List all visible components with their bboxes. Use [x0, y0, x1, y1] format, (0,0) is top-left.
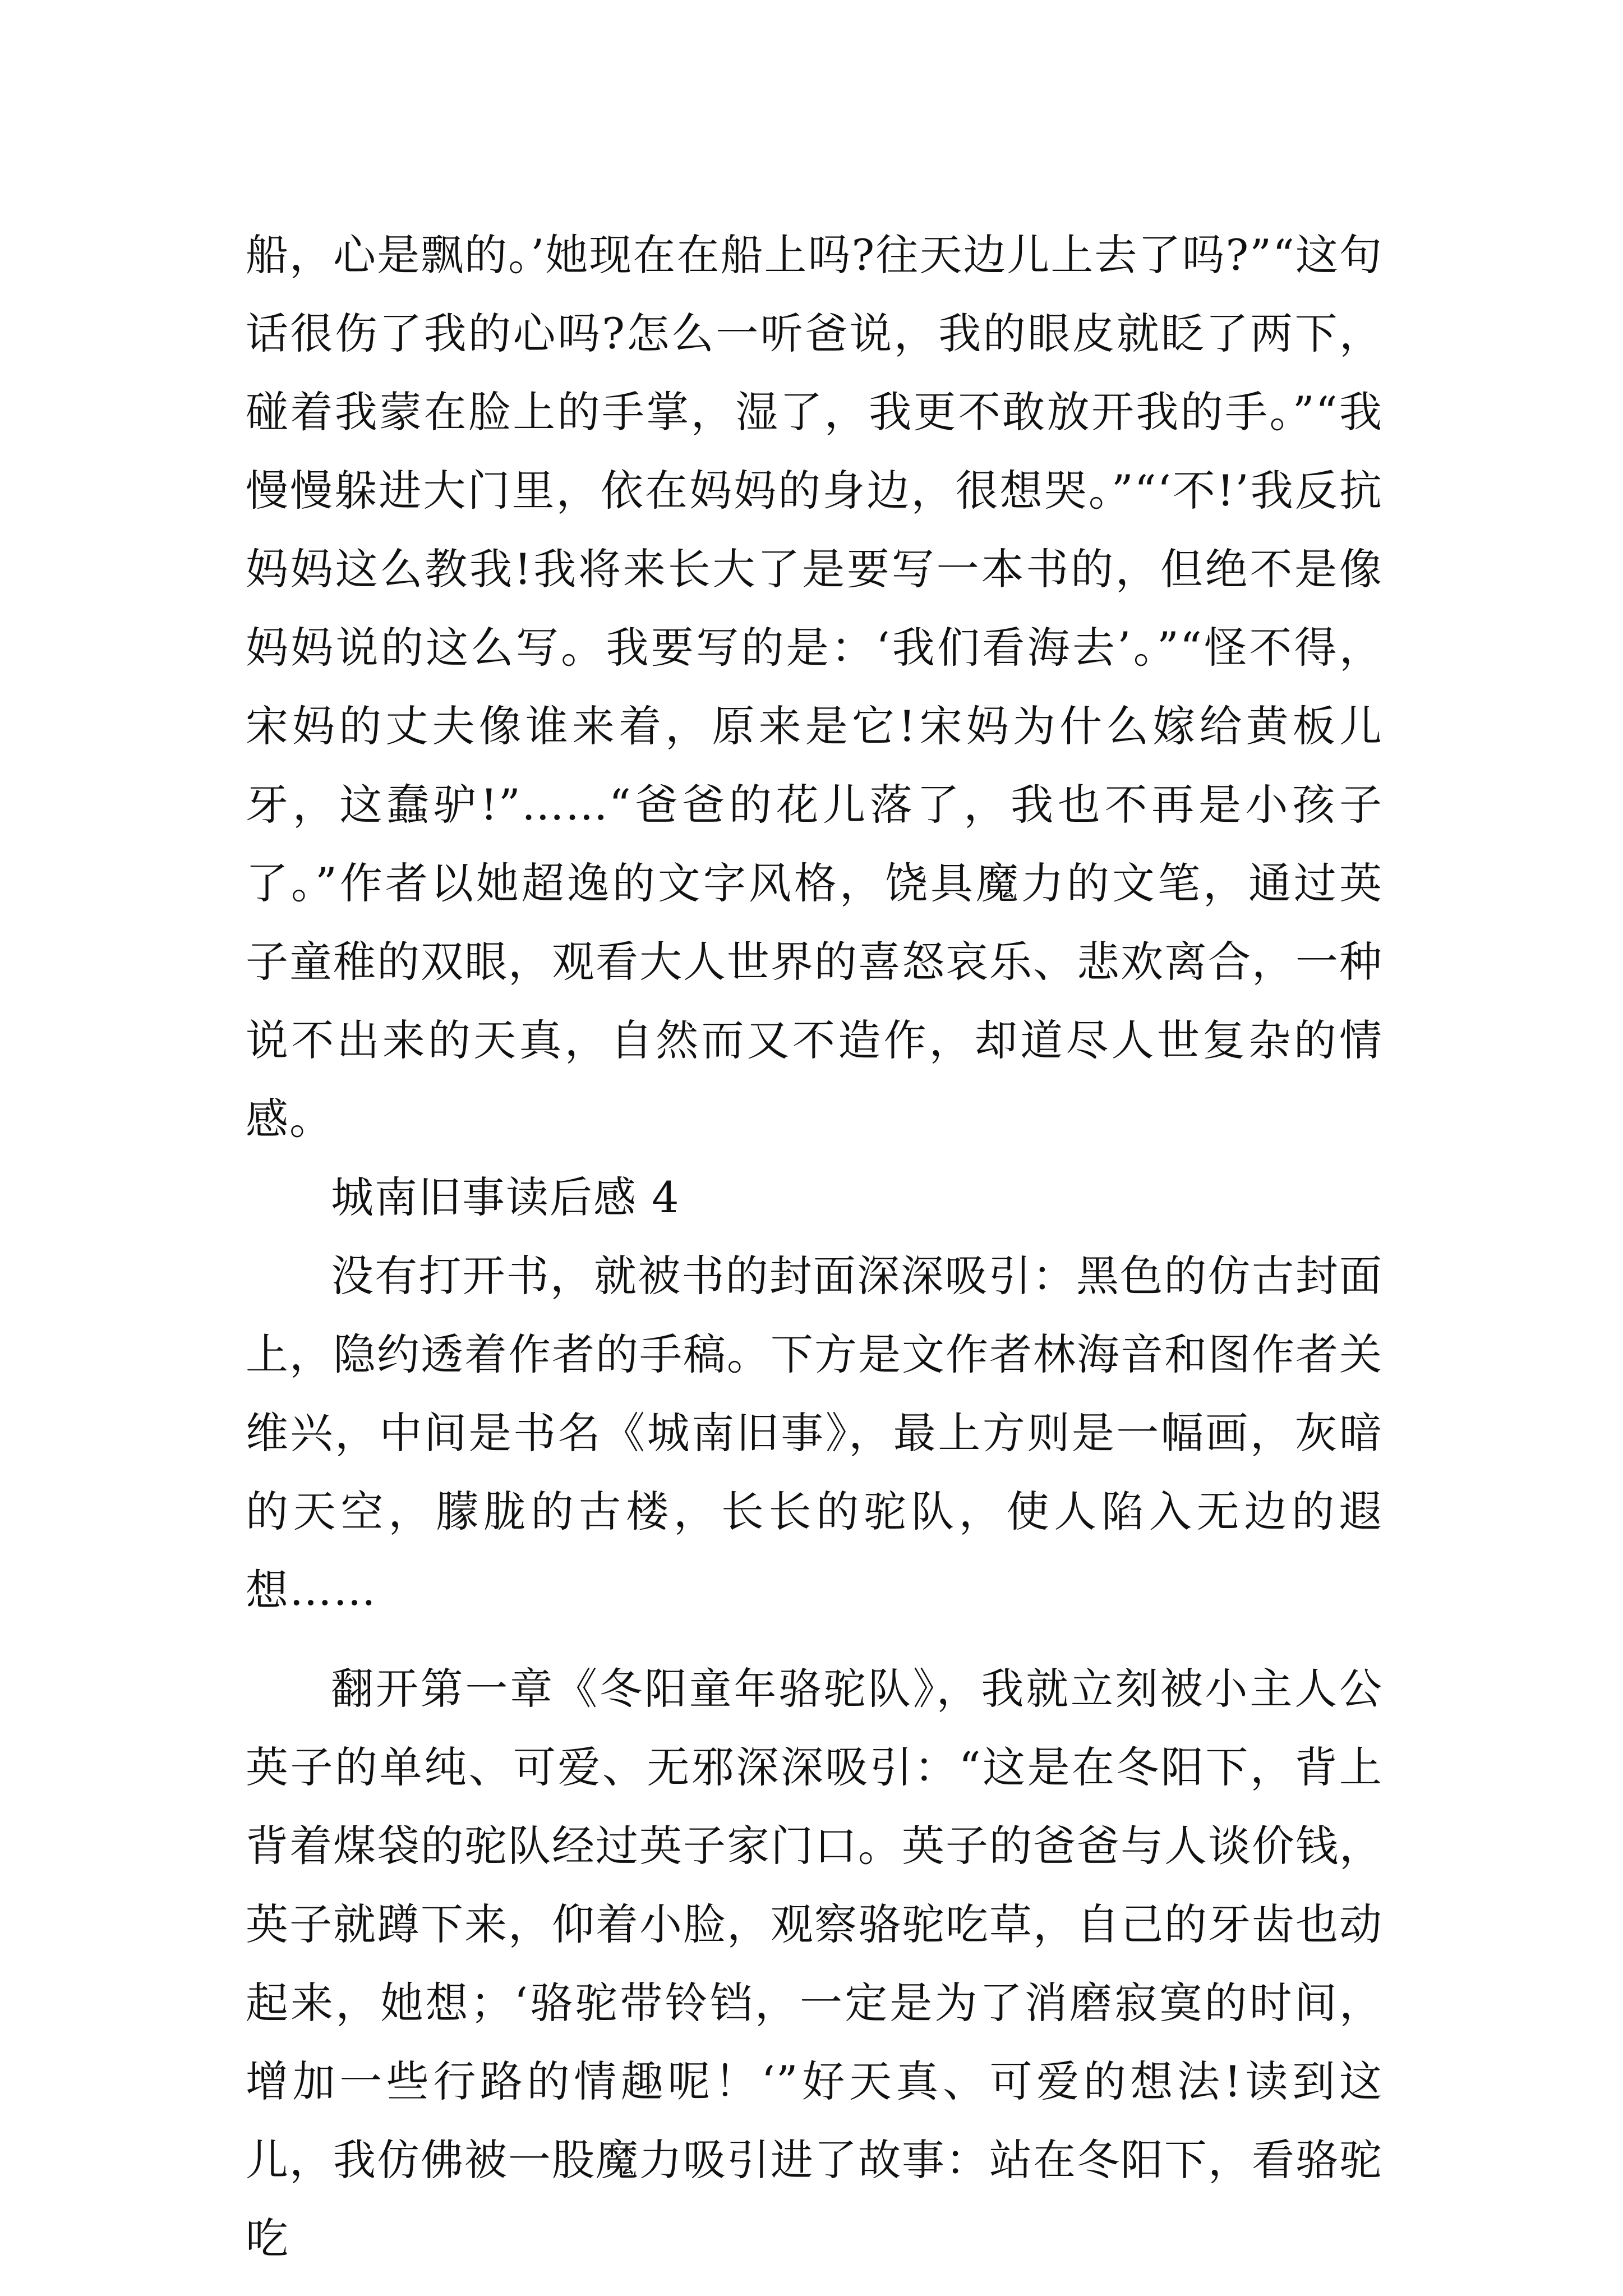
continuation-paragraph: 船，心是飘的。’她现在在船上吗?往天边儿上去了吗?”“这句话很伤了我的心吗?怎么一听爸说，我的眼皮就眨了两下，碰着我蒙在脸上的手掌，湿了，我更不敢放开我的手。”“我慢慢躲进大门里，依在妈妈的身边，很想哭。”“‘不!’我反抗妈妈这么教我!我将来长大了是要写一本书的，但绝不是像妈妈说的这么写。我要写的是：‘我们看海去’。”“怪不得，宋妈的丈夫像谁来着，原来是它!宋妈为什么嫁给黄板儿牙，这蠢驴!”……“爸爸的花儿落了，我也不再是小孩子了。”作者以她超逸的文字风格，饶具魔力的文笔，通过英子童稚的双眼，观看大人世界的喜怒哀乐、悲欢离合，一种说不出来的天真，自然而又不造作，却道尽人世复杂的情感。: [246, 230, 1383, 1144]
body-paragraph: 没有打开书，就被书的封面深深吸引：黑色的仿古封面上，隐约透着作者的手稿。下方是文作者林海音和图作者关维兴，中间是书名《城南旧事》，最上方则是一幅画，灰暗的天空，朦胧的古楼，长长的驼队，使人陷入无边的遐想……: [246, 1251, 1383, 1615]
body-paragraph: 翻开第一章《冬阳童年骆驼队》，我就立刻被小主人公英子的单纯、可爱、无邪深深吸引：“这是在冬阳下，背上背着煤袋的驼队经过英子家门口。英子的爸爸与人谈价钱，英子就蹲下来，仰着小脸，观察骆驼吃草，自己的牙齿也动起来，她想；‘骆驼带铃铛，一定是为了消磨寂寞的时间，增加一些行路的情趣呢！‘”好天真、可爱的想法!读到这儿，我仿佛被一股魔力吸引进了故事：站在冬阳下，看骆驼吃: [246, 1664, 1383, 2263]
section-heading: 城南旧事读后感 4: [331, 1172, 680, 1222]
document-body: [246, 216, 1383, 2278]
paragraph-spacer: [246, 1630, 1383, 1650]
